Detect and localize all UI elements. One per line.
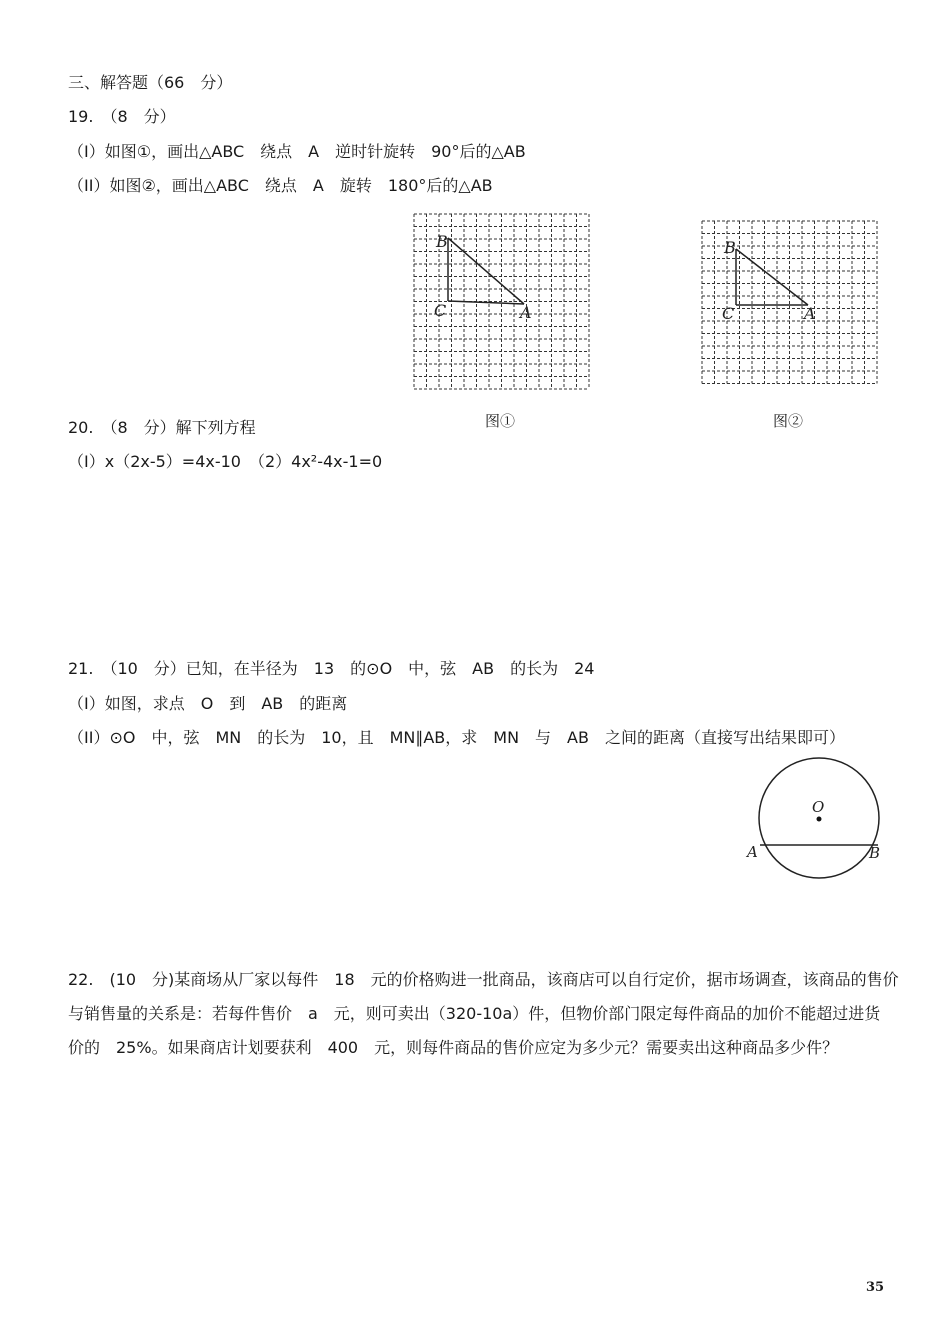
triangle-abc-2: [736, 249, 808, 305]
q21-part2: （II）⊙O 中，弦 MN 的长为 10，且 MN∥AB，求 MN 与 AB 之间的距离（直接写出结果即可）: [68, 728, 845, 747]
q22-line3: 价的 25%。如果商店计划要获利 400 元，则每件商品的售价应定为多少元？需要卖出这种商品多少件？: [68, 1038, 839, 1057]
vertex-a-label: A: [804, 304, 816, 323]
page-number: 35: [866, 1280, 885, 1295]
q22-line2: 与销售量的关系是：若每件售价 a 元，则可卖出（320-10a）件，但物价部门限定每件商品的加价不能超过进货: [68, 1004, 881, 1023]
center-point: [817, 817, 822, 822]
q21-part1: （I）如图，求点 O 到 AB 的距离: [68, 694, 348, 713]
q19-heading: 19. （8 分）: [68, 107, 176, 126]
q22-block: [68, 963, 938, 1065]
q19-figure1-grid: [410, 210, 595, 395]
q20-equations: （I）x（2x-5）=4x-10 （2）4x²-4x-1=0: [68, 452, 383, 471]
point-a-label: A: [747, 843, 758, 861]
fig2-caption: 图②: [773, 412, 804, 430]
q19-figure2-grid: [698, 217, 883, 395]
vertex-b-label: B: [724, 238, 736, 257]
q21-circle-figure: [745, 756, 895, 886]
q19-part1: （I）如图①，画出△ABC 绕点 A 逆时针旋转 90°后的△AB: [68, 142, 526, 161]
vertex-c-label: C: [434, 301, 447, 320]
center-o-label: O: [812, 798, 825, 816]
q20-heading: 20. （8 分）解下列方程: [68, 418, 256, 437]
point-b-label: B: [869, 844, 881, 862]
vertex-b-label: B: [436, 232, 448, 251]
q19-part2: （II）如图②，画出△ABC 绕点 A 旋转 180°后的△AB: [68, 176, 493, 195]
triangle-abc: [448, 238, 524, 304]
fig1-caption: 图①: [485, 412, 516, 430]
q22-line1: 22. (10 分)某商场从厂家以每件 18 元的价格购进一批商品，该商店可以自行定价，据市场调查，该商品的售价: [68, 970, 899, 989]
section-header: 三、解答题（66 分）: [68, 73, 233, 92]
vertex-a-label: A: [520, 303, 532, 322]
vertex-c-label: C: [722, 304, 735, 323]
q21-heading: 21. （10 分）已知，在半径为 13 的⊙O 中，弦 AB 的长为 24: [68, 659, 595, 678]
